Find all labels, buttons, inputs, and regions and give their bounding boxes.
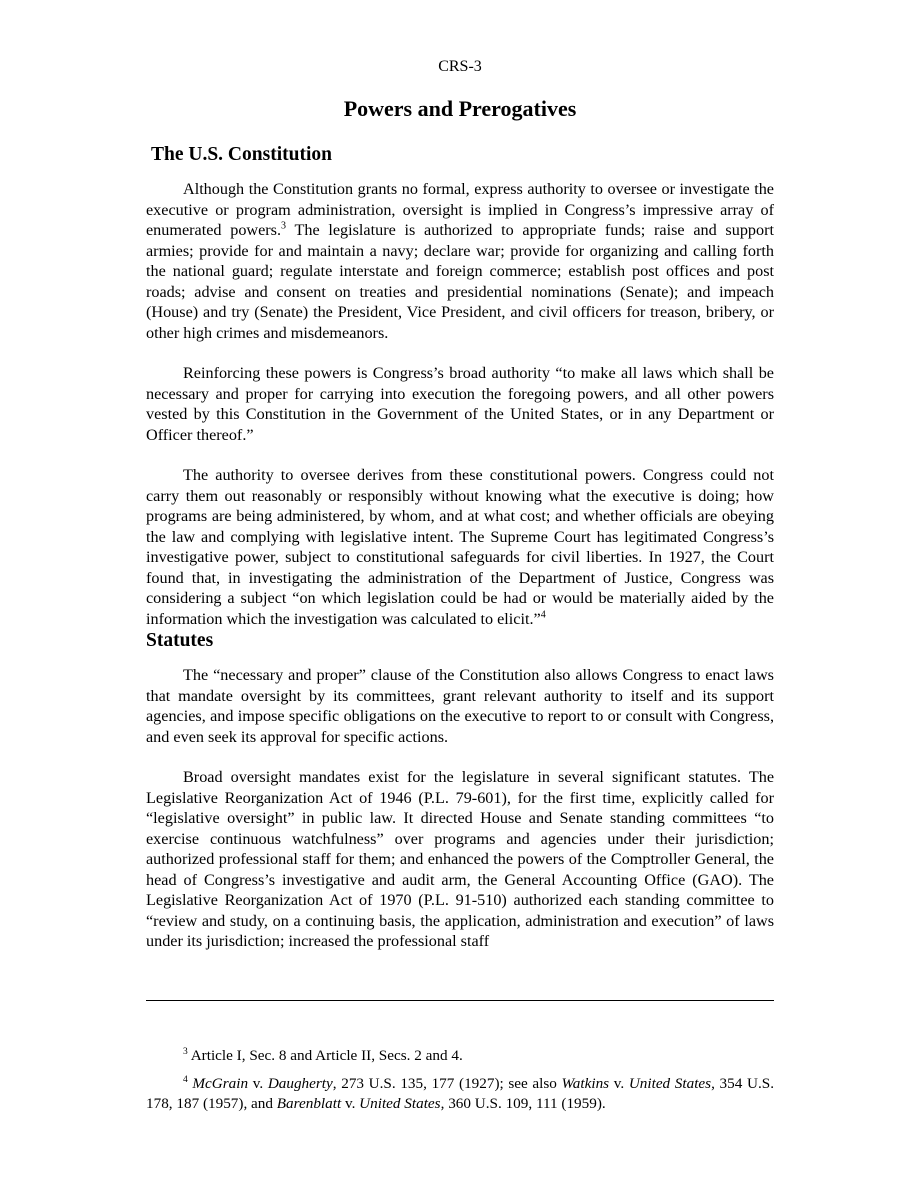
footnote-divider	[146, 1000, 774, 1001]
body-paragraph	[146, 767, 774, 952]
section-constitution	[146, 143, 774, 629]
paragraph-text: Broad oversight mandates exist for the legislature in several significant statutes. The Legislative Reorganization Act of 1946 (P.L. 79-601), for the first time, explicitly called for “legislative oversight” in public law. It directed House and Senate standing committees “to exercise continuous watchfulness” over programs and agencies under their jurisdiction; authorized professional staff for them; and enhanced the powers of the Comptroller General, the head of Congress’s investigative and audit arm, the General Accounting Office (GAO). The Legislative Reorganization Act of 1970 (P.L. 91-510) authorized each standing committee to “review and study, on a continuing basis, the application, administration and execution” of laws under its jurisdiction; increased the professional staff	[146, 768, 774, 950]
section-heading: Statutes	[146, 630, 214, 651]
versus: v.	[341, 1095, 360, 1112]
page-number-header: CRS-3	[438, 58, 482, 75]
case-name: McGrain	[192, 1075, 249, 1092]
case-name: Watkins	[561, 1075, 610, 1092]
footnote-ref[interactable]: 4	[540, 609, 546, 621]
case-name: Barenblatt	[276, 1095, 342, 1112]
footnotes	[146, 1046, 774, 1122]
body-paragraph	[146, 179, 774, 343]
citation: , 354 U.S. 178, 187 (1957), and	[146, 1075, 774, 1112]
page-title: Powers and Prerogatives	[343, 96, 577, 121]
body-paragraph	[146, 665, 774, 747]
footnote-4	[146, 1074, 774, 1114]
footnote-number: 3	[183, 1046, 188, 1057]
versus: v.	[609, 1075, 629, 1092]
paragraph-text: Reinforcing these powers is Congress’s broad authority “to make all laws which shall be necessary and proper for carrying into execution the foregoing powers, and all other powers vested by this Constitution in the Government of the United States, or in any Department or Officer thereof.”	[146, 364, 774, 444]
paragraph-text: The legislature is authorized to appropriate funds; raise and support armies; provide for and maintain a navy; declare war; provide for organizing and calling forth the national guard; regulate interstate and foreign commerce; establish post offices and post roads; advise and consent on treaties and presidential nominations (Senate); and impeach (House) and try (Senate) the President, Vice President, and civil officers for treason, bribery, or other high crimes and misdemeanors.	[146, 221, 774, 342]
citation: , 360 U.S. 109, 111 (1959).	[440, 1095, 606, 1112]
footnote-text: Article I, Sec. 8 and Article II, Secs. 2 and 4.	[190, 1047, 463, 1064]
case-party: United States	[359, 1095, 441, 1112]
versus: v.	[248, 1075, 268, 1092]
citation: , 273 U.S. 135, 177 (1927); see also	[332, 1075, 562, 1092]
paragraph-text: The “necessary and proper” clause of the Constitution also allows Congress to enact laws that mandate oversight by its committees, grant relevant authority to itself and its support agencies, and impose specific obligations on the executive to report to or consult with Congress, and even seek its approval for specific actions.	[146, 666, 774, 746]
main-content	[146, 143, 774, 952]
section-statutes	[146, 629, 774, 952]
case-party: Daugherty	[267, 1075, 333, 1092]
case-party: United States	[628, 1075, 712, 1092]
body-paragraph	[146, 465, 774, 629]
section-heading: The U.S. Constitution	[151, 144, 332, 165]
footnote-3	[146, 1046, 774, 1066]
paragraph-text: The authority to oversee derives from these constitutional powers. Congress could not carry them out reasonably or responsibly without knowing what the executive is doing; how programs are being administered, by whom, and at what cost; and whether officials are obeying the law and complying with legislative intent. The Supreme Court has legitimated Congress’s investigative power, subject to constitutional safeguards for civil liberties. In 1927, the Court found that, in investigating the administration of the Department of Justice, Congress was considering a subject “on which legislation could be had or would be materially aided by the information which the investigation was calculated to elicit.”	[146, 466, 774, 628]
footnote-ref[interactable]: 3	[281, 220, 287, 232]
paragraph-text: Although the Constitution grants no formal, express authority to oversee or investigate the executive or program administration, oversight is implied in Congress’s impressive array of enumerated powers.	[146, 180, 774, 239]
footnote-number: 4	[183, 1074, 188, 1085]
body-paragraph	[146, 363, 774, 445]
